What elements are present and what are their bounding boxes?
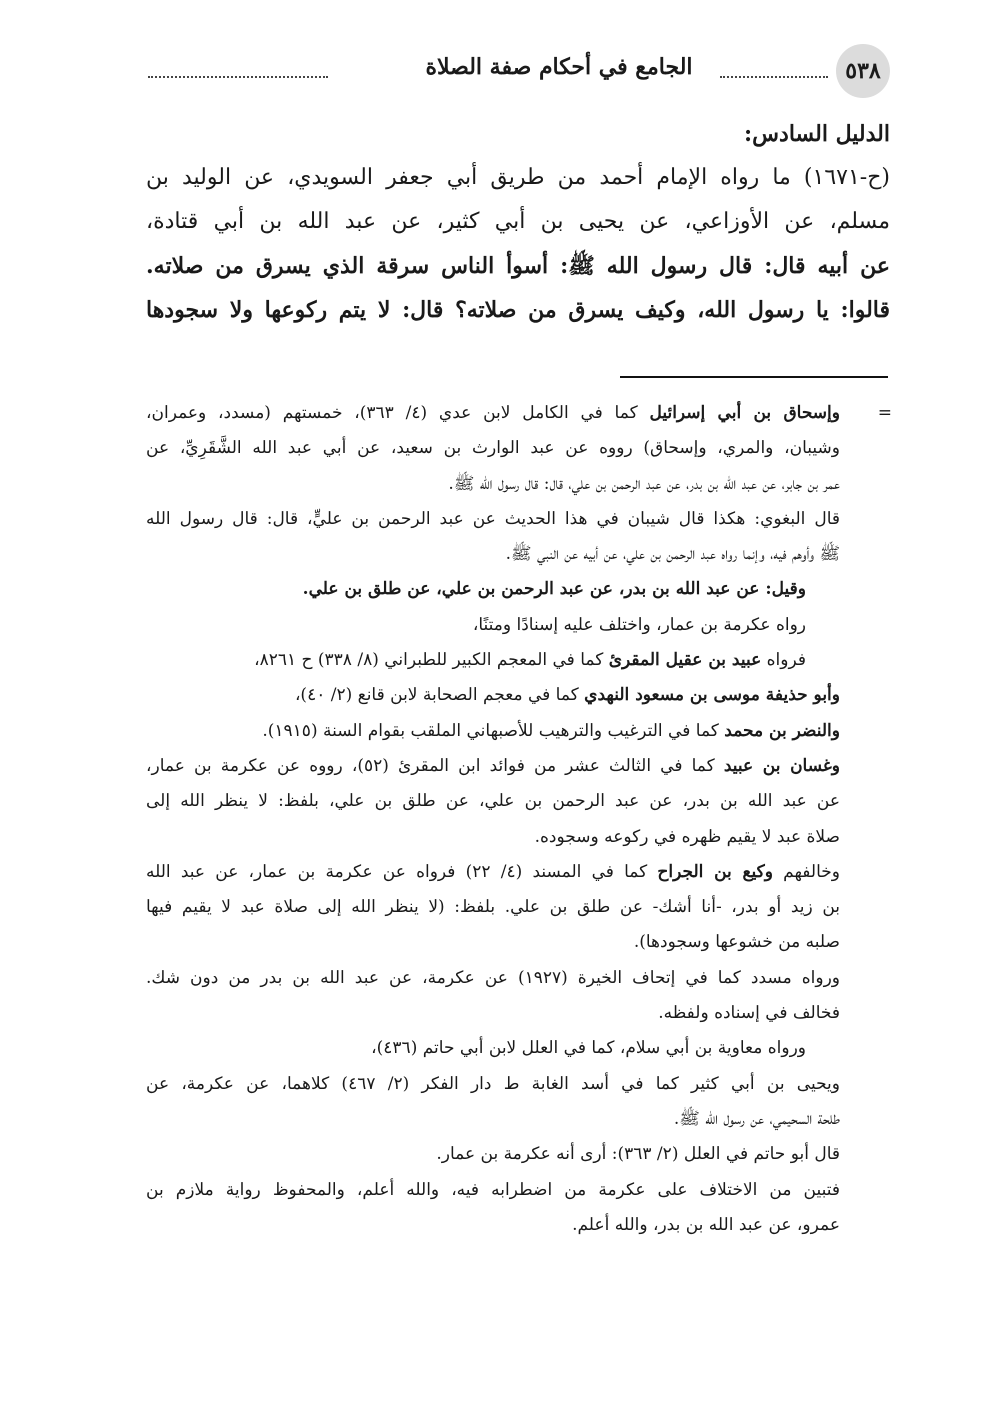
header-dotted-rule-right <box>720 76 828 78</box>
footnote-line: عمرو، عن عبد الله بن بدر، والله أعلم. <box>572 1214 840 1235</box>
footnote-divider <box>620 376 888 378</box>
footnote-line: فخالف في إسناده ولفظه. <box>658 1003 840 1024</box>
footnote-line: صلبه من خشوعها وسجودها). <box>633 932 840 953</box>
footnote-line: قال أبو حاتم في العلل (٢/ ٣٦٣): أرى أنه عكرمة بن عمار. <box>436 1144 840 1165</box>
page-number: ٥٣٨ <box>845 58 881 84</box>
footnote-line: ورواه مسدد كما في إتحاف الخيرة (١٩٢٧) عن عكرمة، عن عبد الله بن بدر من دون شك. <box>146 967 840 988</box>
footnote-line: عمر بن جابر، عن عبد الله بن بدر، عن عبد الرحمن بن علي، قال: قال رسول الله ﷺ. <box>448 473 840 494</box>
footnote-line: ويحيى بن أبي كثير كما في أسد الغابة ط دار الفكر (٢/ ٤٦٧) كلاهما، عن عكرمة، عن <box>146 1073 840 1094</box>
running-title: الجامع في أحكام صفة الصلاة <box>425 54 693 80</box>
footnote-continuation-mark: = <box>877 403 892 423</box>
footnote-line: قال البغوي: هكذا قال شيبان في هذا الحديث عن عبد الرحمن بن عليٍّ، قال: قال رسول الله <box>146 508 840 529</box>
footnote-line: صلاة عبد لا يقيم ظهره في ركوعه وسجوده. <box>534 826 840 847</box>
footnote-line: وغسان بن عبيد كما في الثالث عشر من فوائد ابن المقرئ (٥٢)، رووه عن عكرمة بن عمار، <box>146 755 840 776</box>
section-heading: الدليل السادس: <box>744 121 890 147</box>
main-line: مسلم، عن الأوزاعي، عن يحيى بن أبي كثير، عن عبد الله بن أبي قتادة، <box>146 209 890 234</box>
header-dotted-rule-left <box>148 76 328 78</box>
footnote-line: فرواه عبيد بن عقيل المقرئ كما في المعجم الكبير للطبراني (٨/ ٣٣٨) ح ٨٢٦١، <box>254 650 806 671</box>
footnote-line: وخالفهم وكيع بن الجراح كما في المسند (٤/ ٢٢) فرواه عن عكرمة بن عمار، عن عبد الله <box>146 861 840 882</box>
main-line: (ح-١٦٧١) ما رواه الإمام أحمد من طريق أبي جعفر السويدي، عن الوليد بن <box>146 165 890 190</box>
footnote-line: عن عبد الله بن بدر، عن عبد الرحمن بن علي، عن طلق بن علي، بلفظ: لا ينظر الله إلى <box>146 791 840 812</box>
main-line: عن أبيه قال: قال رسول الله ﷺ: أسوأ الناس سرقة الذي يسرق من صلاته. <box>146 253 890 279</box>
footnotes <box>146 396 840 1243</box>
footnote-line: رواه عكرمة بن عمار، واختلف عليه إسنادًا ومتنًا، <box>472 614 806 635</box>
main-text <box>146 112 890 332</box>
main-line: قالوا: يا رسول الله، وكيف يسرق من صلاته؟ قال: لا يتم ركوعها ولا سجودها <box>146 297 890 323</box>
page-header <box>140 44 890 100</box>
footnote-line: طلحة السحيمي، عن رسول الله ﷺ. <box>673 1108 840 1129</box>
footnote-line: وأبو حذيفة موسى بن مسعود النهدي كما في معجم الصحابة لابن قانع (٢/ ٤٠)، <box>294 685 840 706</box>
footnote-line: فتبين من الاختلاف على عكرمة من اضطرابه فيه، والله أعلم، والمحفوظ رواية ملازم بن <box>146 1179 840 1200</box>
footnote-line: ورواه معاوية بن أبي سلام، كما في العلل لابن أبي حاتم (٤٣٦)، <box>371 1038 806 1059</box>
footnote-line: والنضر بن محمد كما في الترغيب والترهيب للأصبهاني الملقب بقوام السنة (١٩١٥). <box>262 720 840 741</box>
footnote-line: ﷺ وأوهم فيه، وإنما رواه عبد الرحمن بن علي، عن أبيه عن النبي ﷺ. <box>505 544 840 565</box>
footnote-line: بن زيد أو بدر، -أنا أشك- عن طلق بن علي. بلفظ: (لا ينظر الله إلى صلاة عبد لا يقيم فيها <box>146 897 840 918</box>
footnote-line: وقيل: عن عبد الله بن بدر، عن عبد الرحمن بن علي، عن طلق بن علي. <box>302 579 806 600</box>
footnote-line: وشيبان، والمري، وإسحاق) رووه عن عبد الوارث بن سعيد، عن أبي عبد الله الشَّقَرِيِّ، عن <box>146 438 840 459</box>
footnote-line: وإسحاق بن أبي إسرائيل كما في الكامل لابن عدي (٤/ ٣٦٣)، خمستهم (مسدد، وعمران، <box>146 403 840 423</box>
page-number-badge <box>836 44 890 98</box>
